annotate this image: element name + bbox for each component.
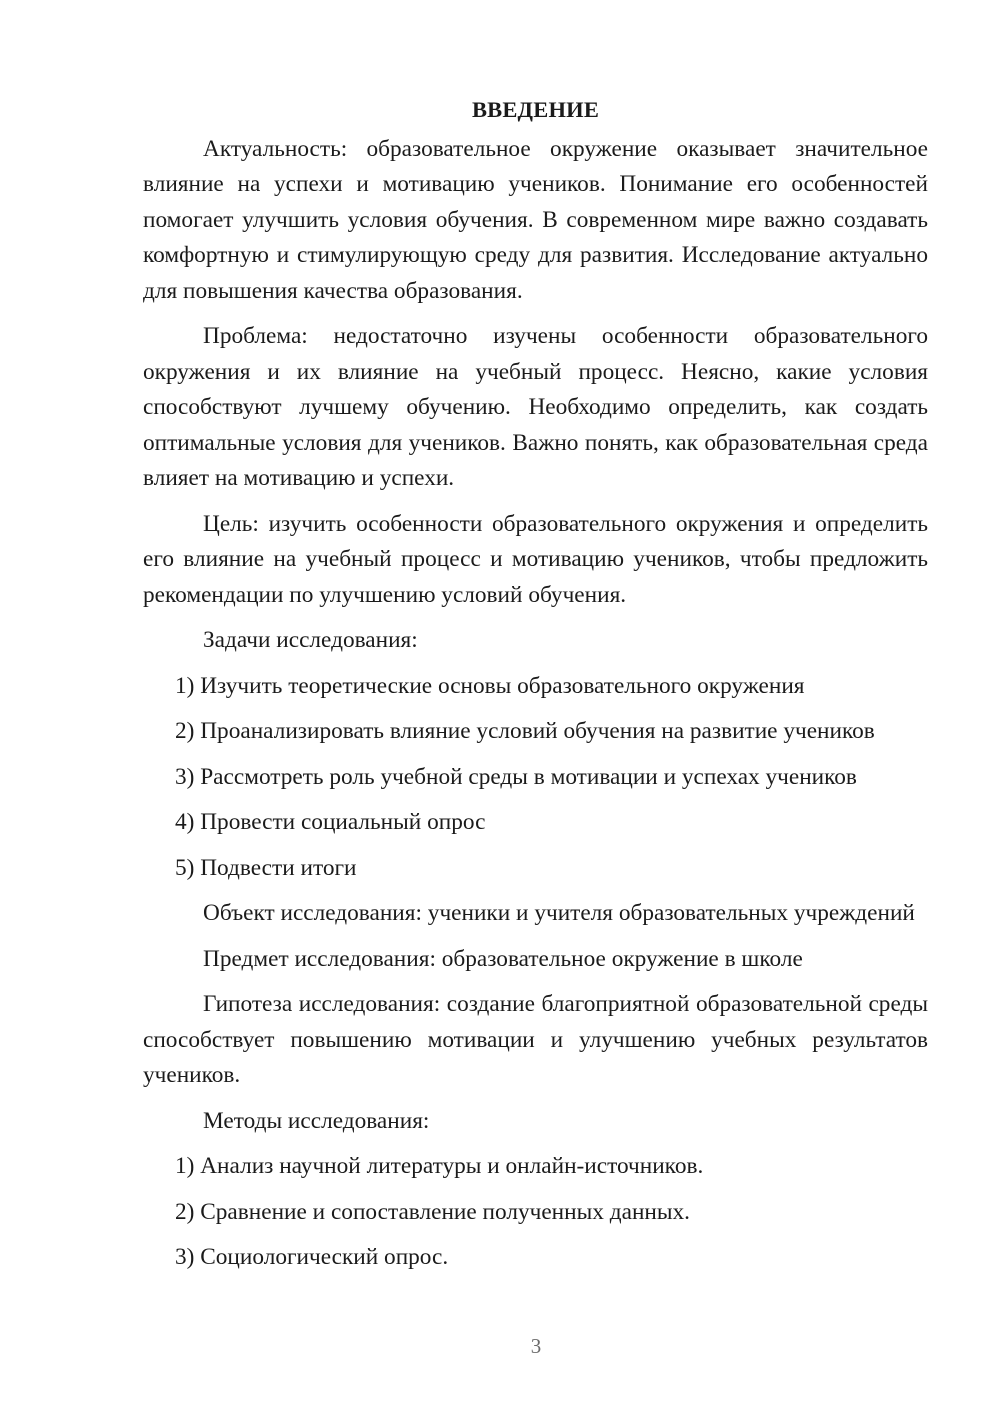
section-title: ВВЕДЕНИЕ — [471, 97, 600, 122]
methods-label: Методы исследования: — [203, 1107, 430, 1134]
method-item: 1) Анализ научной литературы и онлайн-источников. — [175, 1153, 704, 1179]
task-item: 5) Подвести итоги — [175, 854, 357, 881]
task-item: 2) Проанализировать влияние условий обучения на развитие учеников — [175, 718, 875, 744]
methods-list — [143, 1149, 928, 1276]
task-item: 4) Провести социальный опрос — [175, 809, 486, 835]
task-item: 1) Изучить теоретические основы образовательного окружения — [175, 672, 805, 699]
task-item: 3) Рассмотреть роль учебной среды в мотивации и успехах учеников — [175, 763, 857, 790]
problem-paragraph: Проблема: недостаточно изучены особенности образовательного окружения и их влияние на учебный процесс. Неясно, какие условия способствуют лучшему обучению. Необходимо определить, как создать оптимальные условия для учеников. Важно понять, как образовательная среда влияет на мотивацию и успехи. — [143, 323, 928, 491]
method-item: 2) Сравнение и сопоставление полученных данных. — [175, 1198, 690, 1225]
relevance-paragraph: Актуальность: образовательное окружение оказывает значительное влияние на успехи и мотивацию учеников. Понимание его особенностей помогает улучшить условия обучения. В современном мире важно создавать комфортную и стимулирующую среду для развития. Исследование актуально для повышения качества образования. — [143, 135, 928, 304]
method-item: 3) Социологический опрос. — [175, 1244, 449, 1270]
hypothesis-paragraph: Гипотеза исследования: создание благоприятной образовательной среды способствует повышению мотивации и улучшению учебных результатов учеников. — [143, 991, 928, 1088]
goal-paragraph: Цель: изучить особенности образовательного окружения и определить его влияние на учебный процесс и мотивацию учеников, чтобы предложить рекомендации по улучшению условий обучения. — [143, 510, 928, 608]
subject-paragraph: Предмет исследования: образовательное окружение в школе — [203, 945, 803, 972]
page-number: 3 — [530, 1334, 542, 1358]
object-paragraph: Объект исследования: ученики и учителя образовательных учреждений — [203, 900, 915, 926]
tasks-label: Задачи исследования: — [203, 627, 418, 653]
page-content — [143, 92, 928, 1286]
tasks-list — [143, 669, 928, 887]
